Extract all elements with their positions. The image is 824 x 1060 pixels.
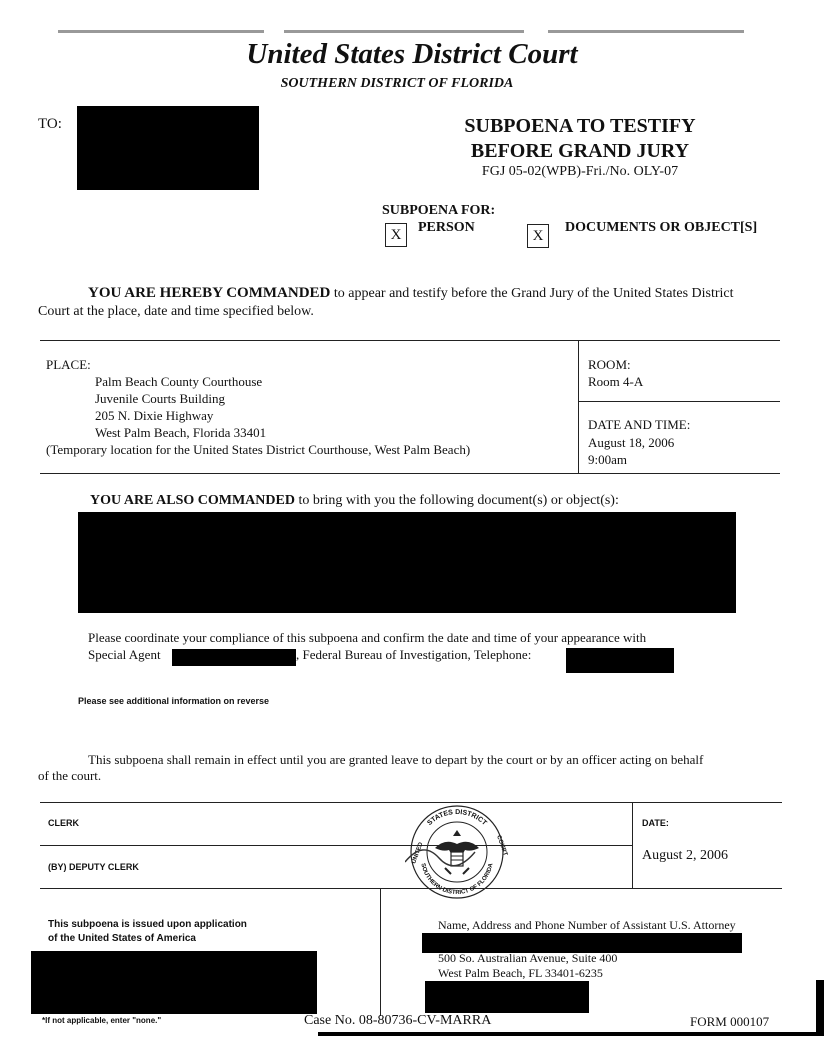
coordinate-line1: Please coordinate your compliance of this subpoena and confirm the date and time of your appearance with [88,630,647,645]
place-line5: (Temporary location for the United States District Courthouse, West Palm Beach) [46,442,471,457]
reverse-note: Please see additional information on reverse [78,696,270,706]
documents-label: DOCUMENTS OR OBJECT[S] [565,220,758,235]
seal-right-text: COURT [495,834,509,857]
room-label: ROOM: [588,357,631,372]
table-bottom-rule [40,473,780,474]
place-line2: Juvenile Courts Building [95,391,225,406]
person-checkbox[interactable]: X [385,223,407,247]
seal-left-text: UNITED [411,841,425,865]
attorney-address1: 500 So. Australian Avenue, Suite 400 [438,951,618,965]
command-lead: YOU ARE HEREBY COMMANDED [88,285,331,301]
to-label: TO: [38,116,62,132]
district-name: SOUTHERN DISTRICT OF FLORIDA [280,76,514,91]
redacted-recipient [77,106,259,190]
seal-eagle-icon [435,830,479,874]
attorney-label: Name, Address and Phone Number of Assistant U.S. Attorney [438,918,736,932]
command-line2: Court at the place, date and time specified below. [38,304,314,319]
attorney-address2: West Palm Beach, FL 33401-6235 [438,966,603,980]
subpoena-title-line1: SUBPOENA TO TESTIFY [464,115,696,137]
place-line3: 205 N. Dixie Highway [95,408,214,423]
redacted-attorney-phone [425,981,589,1013]
bottom-vertical-divider [380,888,381,1016]
subpoena-title-line2: BEFORE GRAND JURY [470,140,690,162]
clerk-date-divider [632,802,633,888]
also-command-line [90,493,619,509]
issued-line1: This subpoena is issued upon application [48,919,247,930]
case-number: Case No. 08-80736-CV-MARRA [304,1013,492,1028]
agent-prefix: Special Agent [88,647,161,662]
effect-line1: This subpoena shall remain in effect until you are granted leave to depart by the court or by an officer acting on behalf [88,752,704,767]
case-reference: FGJ 05-02(WPB)-Fri./No. OLY-07 [481,164,679,179]
table-top-rule [40,340,780,341]
redacted-documents-list [78,512,736,613]
top-rule-center [284,30,524,33]
redacted-telephone [566,648,674,673]
form-id: FORM 000107 [690,1014,770,1029]
seal-top-text: STATES DISTRICT [426,808,488,828]
datetime-date: August 18, 2006 [588,435,675,450]
place-label: PLACE: [46,357,91,372]
court-seal-icon [405,800,509,900]
redacted-applicant [31,951,317,1014]
subpoena-for-label: SUBPOENA FOR: [382,203,496,218]
seal-bottom-text: SOUTHERN DISTRICT OF FLORIDA [419,862,495,897]
agency-text: , Federal Bureau of Investigation, Telephone: [296,647,532,662]
clerk-mid-rule [40,845,632,846]
place-line4: West Palm Beach, Florida 33401 [95,425,267,440]
table-vertical-divider [578,340,579,473]
redacted-attorney-name [422,933,742,953]
top-rule-left [58,30,264,33]
command-line1 [88,285,734,302]
person-label: PERSON [418,220,475,235]
documents-checkbox[interactable]: X [527,224,549,248]
datetime-label: DATE AND TIME: [588,417,691,432]
scan-edge-bottom [318,1032,824,1036]
effect-line2: of the court. [38,768,102,783]
top-rule-right [548,30,744,33]
issued-line2: of the United States of America [48,933,196,944]
command-rest: to appear and testify before the Grand Jury of the United States District [330,286,734,301]
room-value: Room 4-A [588,374,644,389]
deputy-clerk-label: (BY) DEPUTY CLERK [48,862,139,872]
court-name: United States District Court [246,38,578,70]
issue-date: August 2, 2006 [642,848,728,863]
datetime-time: 9:00am [588,452,627,467]
also-command-lead: YOU ARE ALSO COMMANDED [90,493,295,508]
date-label: DATE: [642,818,669,828]
redacted-agent-name [172,649,296,666]
scan-edge-right [816,980,824,1036]
also-command-rest: to bring with you the following document(s) or object(s): [294,493,619,508]
room-date-divider [578,401,780,402]
not-applicable-note: *If not applicable, enter "none." [42,1016,162,1025]
place-line1: Palm Beach County Courthouse [95,374,263,389]
clerk-label: CLERK [48,818,79,828]
